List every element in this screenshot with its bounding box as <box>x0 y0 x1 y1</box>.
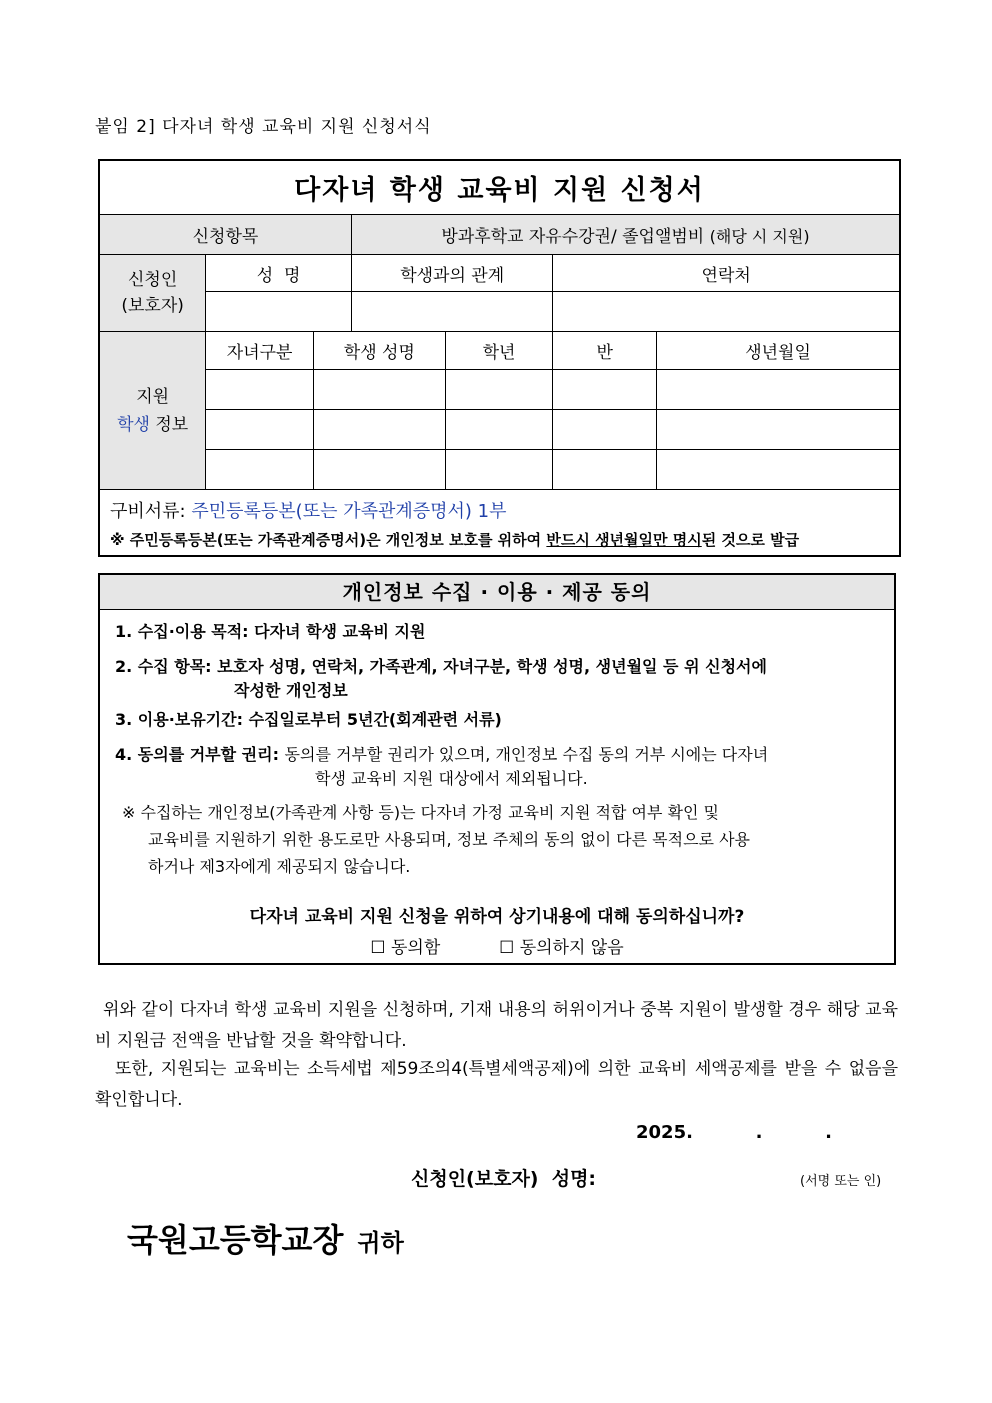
birthdate-cell[interactable] <box>657 410 900 450</box>
consent-note-line-1: ※ 수집하는 개인정보(가족관계 사항 등)는 다자녀 가정 교육비 지원 적합 여부 확인 및 <box>122 803 719 822</box>
application-form-table <box>98 159 901 557</box>
student-row <box>99 370 900 410</box>
application-date: 2025. . . <box>636 1122 832 1143</box>
statement-2: 또한, 지원되는 교육비는 소득세법 제59조의4(특별세액공제)에 의한 교육비 세액공제를 받을 수 없음을 확인합니다. <box>95 1059 898 1110</box>
child-type-cell[interactable] <box>206 370 314 410</box>
signature-label: 신청인(보호자) 성명: <box>411 1168 597 1190</box>
class-cell[interactable] <box>553 450 657 490</box>
item-value-note: (해당 시 지원) <box>709 227 810 246</box>
item-value-main: 방과후학교 자유수강권/ 졸업앨범비 <box>441 227 705 247</box>
applicant-label <box>99 255 206 332</box>
docs-label: 구비서류: <box>110 500 192 522</box>
birthdate-cell[interactable] <box>657 450 900 490</box>
consent-item-4-label: 4. 동의를 거부할 권리: <box>115 745 285 764</box>
birthdate-cell[interactable] <box>657 370 900 410</box>
applicant-name-header: 성 명 <box>206 255 352 292</box>
applicant-relation-header: 학생과의 관계 <box>351 255 552 292</box>
child-type-cell[interactable] <box>206 450 314 490</box>
consent-item-2-value-1: 보호자 성명, 연락처, 가족관계, 자녀구분, 학생 성명, 생년월일 등 위 신청서에 <box>217 657 767 676</box>
grade-cell[interactable] <box>445 450 553 490</box>
student-name-cell[interactable] <box>314 370 446 410</box>
consent-note <box>122 799 879 880</box>
item-label: 신청항목 <box>99 215 351 255</box>
student-name-header: 학생 성명 <box>314 332 446 370</box>
applicant-contact-cell[interactable] <box>553 292 900 332</box>
student-label-line1: 지원 <box>136 386 170 407</box>
student-row <box>99 410 900 450</box>
applicant-label-line2: (보호자) <box>121 296 184 316</box>
grade-cell[interactable] <box>445 370 553 410</box>
student-name-cell[interactable] <box>314 410 446 450</box>
principal-suffix: 귀하 <box>357 1229 404 1257</box>
docs-value: 주민등록등본(또는 가족관계증명서) 1부 <box>191 500 507 522</box>
docs-note-pre: ※ 주민등록등본(또는 가족관계증명서)은 개인정보 보호를 위하여 <box>110 530 547 549</box>
class-cell[interactable] <box>553 370 657 410</box>
class-cell[interactable] <box>553 410 657 450</box>
student-label-blue: 학생 <box>117 414 150 435</box>
student-info-label <box>99 332 206 490</box>
docs-note <box>110 529 889 550</box>
applicant-relation-cell[interactable] <box>351 292 552 332</box>
applicant-contact-header: 연락처 <box>553 255 900 292</box>
applicant-label-line1: 신청인 <box>127 270 178 290</box>
grade-cell[interactable] <box>445 410 553 450</box>
consent-item-2-value-2: 작성한 개인정보 <box>234 681 348 700</box>
signature-note: (서명 또는 인) <box>800 1174 882 1189</box>
birthdate-header: 생년월일 <box>657 332 900 370</box>
disagree-checkbox[interactable]: ☐ 동의하지 않음 <box>499 938 624 958</box>
consent-item-3 <box>115 708 879 732</box>
consent-item-1 <box>115 620 879 644</box>
child-type-header: 자녀구분 <box>206 332 314 370</box>
consent-item-1-value: 다자녀 학생 교육비 지원 <box>254 622 426 641</box>
student-row <box>99 450 900 490</box>
consent-item-2-label: 2. 수집 항목: <box>115 657 218 676</box>
consent-item-2 <box>115 655 879 703</box>
agree-checkbox[interactable]: ☐ 동의함 <box>370 938 441 958</box>
item-value <box>351 215 900 255</box>
student-name-cell[interactable] <box>314 450 446 490</box>
form-title: 다자녀 학생 교육비 지원 신청서 <box>99 160 900 215</box>
consent-item-1-label: 1. 수집·이용 목적: <box>115 622 255 641</box>
consent-item-4-value-1: 동의를 거부할 권리가 있으며, 개인정보 수집 동의 거부 시에는 다자녀 <box>284 745 769 764</box>
child-type-cell[interactable] <box>206 410 314 450</box>
consent-box <box>98 573 896 965</box>
consent-title: 개인정보 수집 · 이용 · 제공 동의 <box>100 575 894 610</box>
consent-item-4-value-2: 학생 교육비 지원 대상에서 제외됩니다. <box>315 769 588 788</box>
consent-question: 다자녀 교육비 지원 신청을 위하여 상기내용에 대해 동의하십니까? <box>249 907 745 927</box>
docs-note-underline: 반드시 생년월일만 명시 <box>546 530 702 549</box>
docs-note-post: 된 것으로 발급 <box>701 530 800 549</box>
applicant-name-cell[interactable] <box>206 292 352 332</box>
class-header: 반 <box>553 332 657 370</box>
grade-header: 학년 <box>445 332 553 370</box>
consent-choices <box>100 933 894 958</box>
consent-item-4 <box>115 743 879 791</box>
consent-item-3-value: 수집일로부터 5년간(회계관련 서류) <box>248 710 502 729</box>
statement-1: 위와 같이 다자녀 학생 교육비 지원을 신청하며, 기재 내용의 허위이거나 중복 지원이 발생할 경우 해당 교육비 지원금 전액을 반납할 것을 확약합니다. <box>95 1000 898 1051</box>
consent-item-3-label: 3. 이용·보유기간: <box>115 710 249 729</box>
required-documents <box>99 490 900 556</box>
student-label-rest: 정보 <box>149 414 189 435</box>
principal-addressee <box>127 1215 404 1261</box>
consent-note-line-3: 하거나 제3자에게 제공되지 않습니다. <box>148 857 411 876</box>
principal-name: 국원고등학교장 <box>127 1221 344 1259</box>
attachment-title: 붙임 2] 다자녀 학생 교육비 지원 신청서식 <box>95 117 432 137</box>
consent-note-line-2: 교육비를 지원하기 위한 용도로만 사용되며, 정보 주체의 동의 없이 다른 목적으로 사용 <box>148 830 750 849</box>
